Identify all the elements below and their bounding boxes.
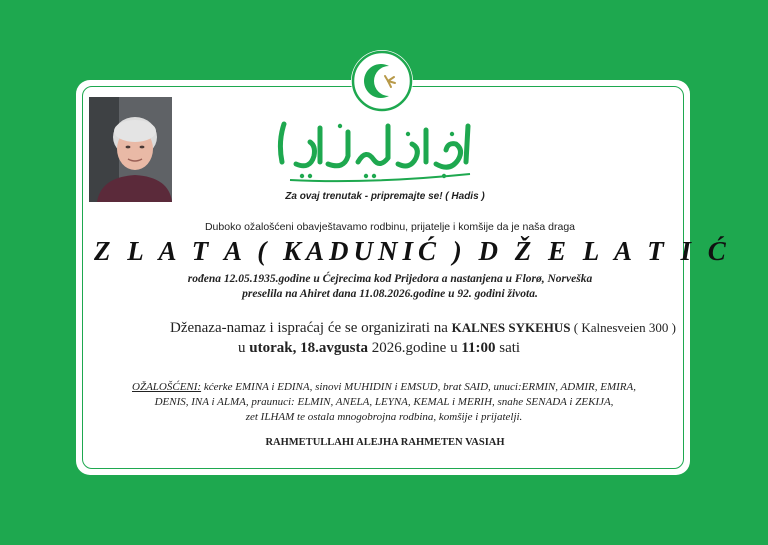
hadis-quote: Za ovaj trenutak - pripremajte se! ( Hadis ) (285, 191, 485, 202)
funeral-place-line: Dženaza-namaz i ispraćaj će se organizirati na KALNES SYKEHUS ( Kalnesveien 300 ) (170, 320, 676, 336)
portrait-photo (89, 97, 172, 202)
closing-prayer: RAHMETULLAHI ALEJHA RAHMETEN VASIAH (265, 437, 505, 448)
intro-text: Duboko ožalošćeni obavještavamo rodbinu, prijatelje i komšije da je naša draga (204, 221, 576, 233)
birth-line: rođena 12.05.1935.godine u Ćejrecima kod Prijedora a nastanjena u Florø, Norveška (187, 273, 593, 285)
mourners-heading: OŽALOŠĆENI: (132, 381, 202, 393)
crescent-star-icon (351, 50, 413, 112)
funeral-date: utorak, 18.avgusta (249, 340, 369, 356)
funeral-time-line: u utorak, 18.avgusta 2026.godine u 11:00 sati (238, 340, 521, 356)
funeral-place: KALNES SYKEHUS (451, 320, 571, 335)
mourners-list: OŽALOŠĆENI: kćerke EMINA i EDINA, sinovi MUHIDIN i EMSUD, brat SAID, unuci:ERMIN, ADMIR, EMIRA, DENIS, INA i ALMA, praunuci: ELMIN, ANELA, LEYNA, KEMAL i MERIH, snahe SENADA i ZEKIJA, zet ILHAM te ostala mnogobrojna rodbina, komšije i prijatelji. (132, 381, 636, 423)
funeral-details (170, 318, 690, 358)
life-dates (150, 272, 630, 302)
arabic-calligraphy-icon (270, 112, 480, 184)
funeral-time: 11:00 (461, 340, 496, 356)
death-line: preselila na Ahiret dana 11.08.2026.godine u 92. godini života. (242, 288, 538, 300)
deceased-name: Z L A T A ( KADUNIĆ ) D Ž E L A T I Ć (94, 236, 731, 266)
funeral-address: ( Kalnesveien 300 ) (570, 320, 676, 335)
